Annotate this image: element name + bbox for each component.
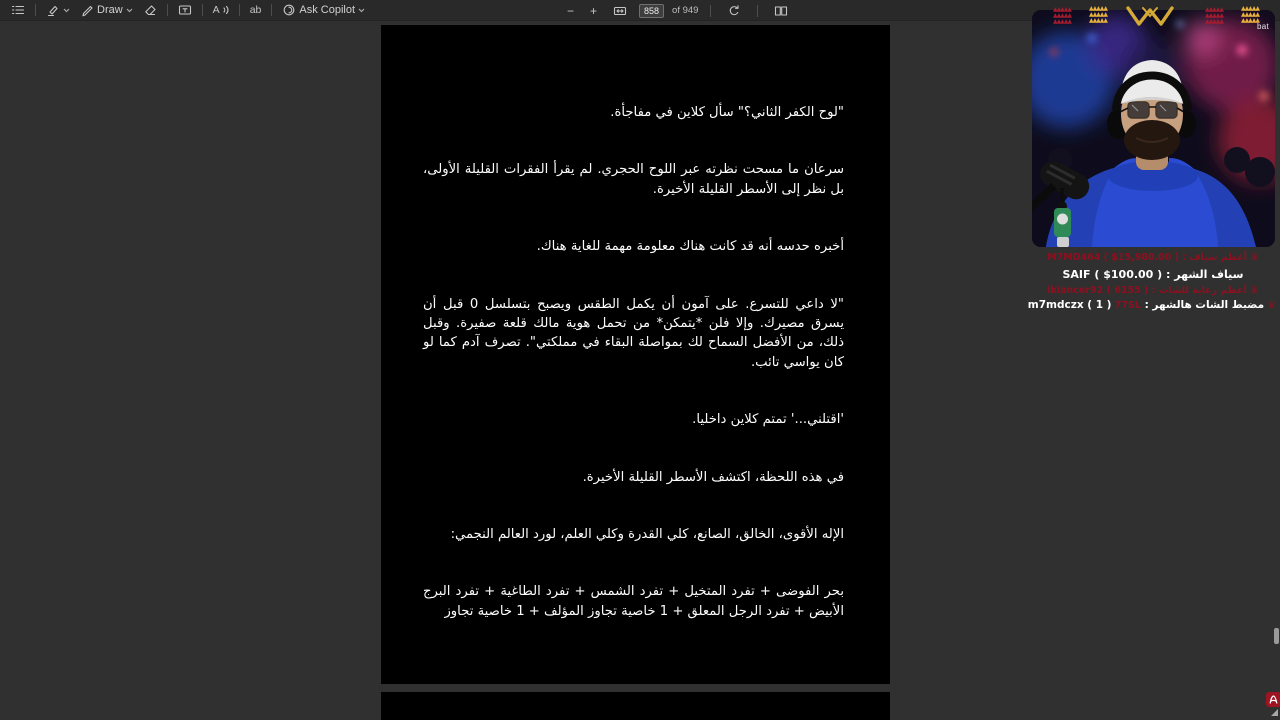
highlighter-icon	[46, 3, 60, 17]
eraser-icon	[143, 3, 157, 17]
toolbar-divider	[271, 4, 272, 16]
chevron-down-icon	[63, 8, 70, 13]
pennant-banner-gold-left: ▲▲▲▲▲ ▲▲▲▲▲ ▲▲▲▲▲	[1088, 5, 1108, 24]
ab-icon: ab	[249, 3, 262, 16]
paragraph: في هذه اللحظة، اكتشف الأسطر القليلة الأخيرة.	[582, 469, 844, 485]
pdf-page	[381, 25, 890, 684]
paragraph: "لا داعي للتسرع. على آمون أن يكمل الطقس ويصبح بتسلسل 0 قبل أن يسرق مصيرك. وإلا فلن *يتمكن* من تحمل هوية مالك قلعة صفيرة. وقبل ذلك، من الأفضل السماح لك بمواصلة البقاء في مملكتي". تصرف آدم كما لو كان يواسي تائب.	[423, 296, 844, 370]
toolbar-center-group	[563, 0, 792, 21]
rotate-button[interactable]	[723, 2, 745, 20]
page-view-button[interactable]	[770, 2, 792, 20]
rotate-icon	[727, 4, 741, 18]
text-box-icon	[178, 3, 192, 17]
pen-icon	[80, 3, 94, 17]
find-text-button[interactable]	[246, 3, 266, 18]
two-page-view-icon	[774, 4, 788, 18]
pdf-page-next	[381, 692, 890, 720]
adobe-acrobat-icon	[1268, 694, 1279, 705]
pennant-banner-gold-right: ▲▲▲▲▲ ▲▲▲▲▲ ▲▲▲▲▲	[1240, 5, 1260, 24]
copilot-icon	[282, 3, 296, 17]
ask-copilot-button[interactable]	[278, 1, 369, 19]
draw-label: Draw	[97, 4, 123, 16]
paragraph: بحر الفوضى + تفرد المتخيل + تفرد الشمس + تفرد الطاغية + تفرد البرج الأبيض + تفرد الرجل المعلق + 1 خاصية تجاوز المؤلف + 1 خاصية تجاوز	[423, 584, 844, 619]
fit-width-icon	[613, 4, 627, 18]
toolbar-divider	[239, 4, 240, 16]
chevron-down-icon	[358, 8, 365, 13]
toolbar-divider	[167, 4, 168, 16]
table-of-contents-icon	[11, 3, 25, 17]
toolbar-divider	[710, 5, 711, 17]
top-chat-support-line: ♛ أعظم رعاية للشات : ikiancer92 ( 6155 )	[1047, 285, 1259, 296]
stream-stats	[1027, 249, 1276, 313]
pennant-banner-red-left: ▲▲▲▲▲ ▲▲▲▲▲ ▲▲▲▲▲	[1052, 6, 1072, 25]
toolbar-divider	[35, 4, 36, 16]
document-text	[381, 25, 890, 621]
zoom-out-button[interactable]	[563, 3, 578, 19]
pennant-banner-red-right: ▲▲▲▲▲ ▲▲▲▲▲ ▲▲▲▲▲	[1204, 6, 1224, 25]
plus-icon: +	[590, 3, 598, 18]
crown-icon: ♛	[1267, 300, 1276, 311]
chevron-down-icon	[126, 8, 133, 13]
page-total-label: of 949	[672, 5, 699, 16]
highlighter-button[interactable]	[42, 1, 74, 19]
paragraph: الإله الأقوى، الخالق، الصانع، كلي القدرة وكلي العلم، لورد العالم النجمي:	[450, 527, 844, 543]
crown-icon: ♛	[1250, 252, 1259, 263]
read-aloud-button[interactable]	[209, 3, 233, 18]
draw-button[interactable]	[76, 1, 137, 19]
paragraph: سرعان ما مسحت نظرته عبر اللوح الحجري. لم يقرأ الفقرات القليلة الأولى، بل نظر إلى الأسطر القليلة الأخيرة.	[423, 162, 844, 197]
fit-to-width-button[interactable]	[609, 2, 631, 20]
paragraph: "لوح الكفر الثاني؟" سأل كلاين في مفاجأة.	[610, 105, 844, 120]
webcam-scene	[1032, 10, 1275, 247]
corner-resize-handle[interactable]	[1271, 709, 1278, 716]
ask-copilot-label: Ask Copilot	[299, 4, 356, 16]
eraser-button[interactable]	[139, 1, 161, 19]
webcam-overlay	[1032, 10, 1275, 247]
add-text-button[interactable]	[174, 1, 196, 19]
page-number-input[interactable]: 858	[639, 4, 664, 18]
minus-icon: −	[567, 3, 575, 18]
crown-icon: ♛	[1250, 285, 1259, 296]
paragraph: أخبره حدسه أنه قد كانت هناك معلومة مهمة للغاية هناك.	[536, 239, 844, 255]
chat-mod-line: ♛ مضبط الشات هالشهر : m7mdczx ( 1 ) 77SL	[1027, 299, 1276, 311]
top-donor-line: ♛ أعظم سياف : M7MD464 ( $15,980.00 )	[1047, 252, 1259, 263]
zoom-in-button[interactable]	[586, 3, 601, 19]
sound-waves-icon	[223, 5, 229, 15]
month-donor-line: سياف الشهر : SAIF ( $100.00 )	[1062, 268, 1244, 281]
paragraph: 'اقتلني...' تمتم كلاين داخليا.	[692, 412, 844, 428]
stream-watermark: bat	[1257, 22, 1270, 31]
contents-button[interactable]	[7, 1, 29, 19]
stream-w-logo	[1126, 5, 1174, 27]
toolbar-divider	[202, 4, 203, 16]
toolbar-left-group	[0, 1, 369, 19]
acrobat-shortcut[interactable]	[1266, 692, 1280, 707]
scrollbar-thumb[interactable]	[1274, 628, 1279, 644]
read-aloud-icon: A	[212, 3, 220, 16]
toolbar-divider	[757, 5, 758, 17]
